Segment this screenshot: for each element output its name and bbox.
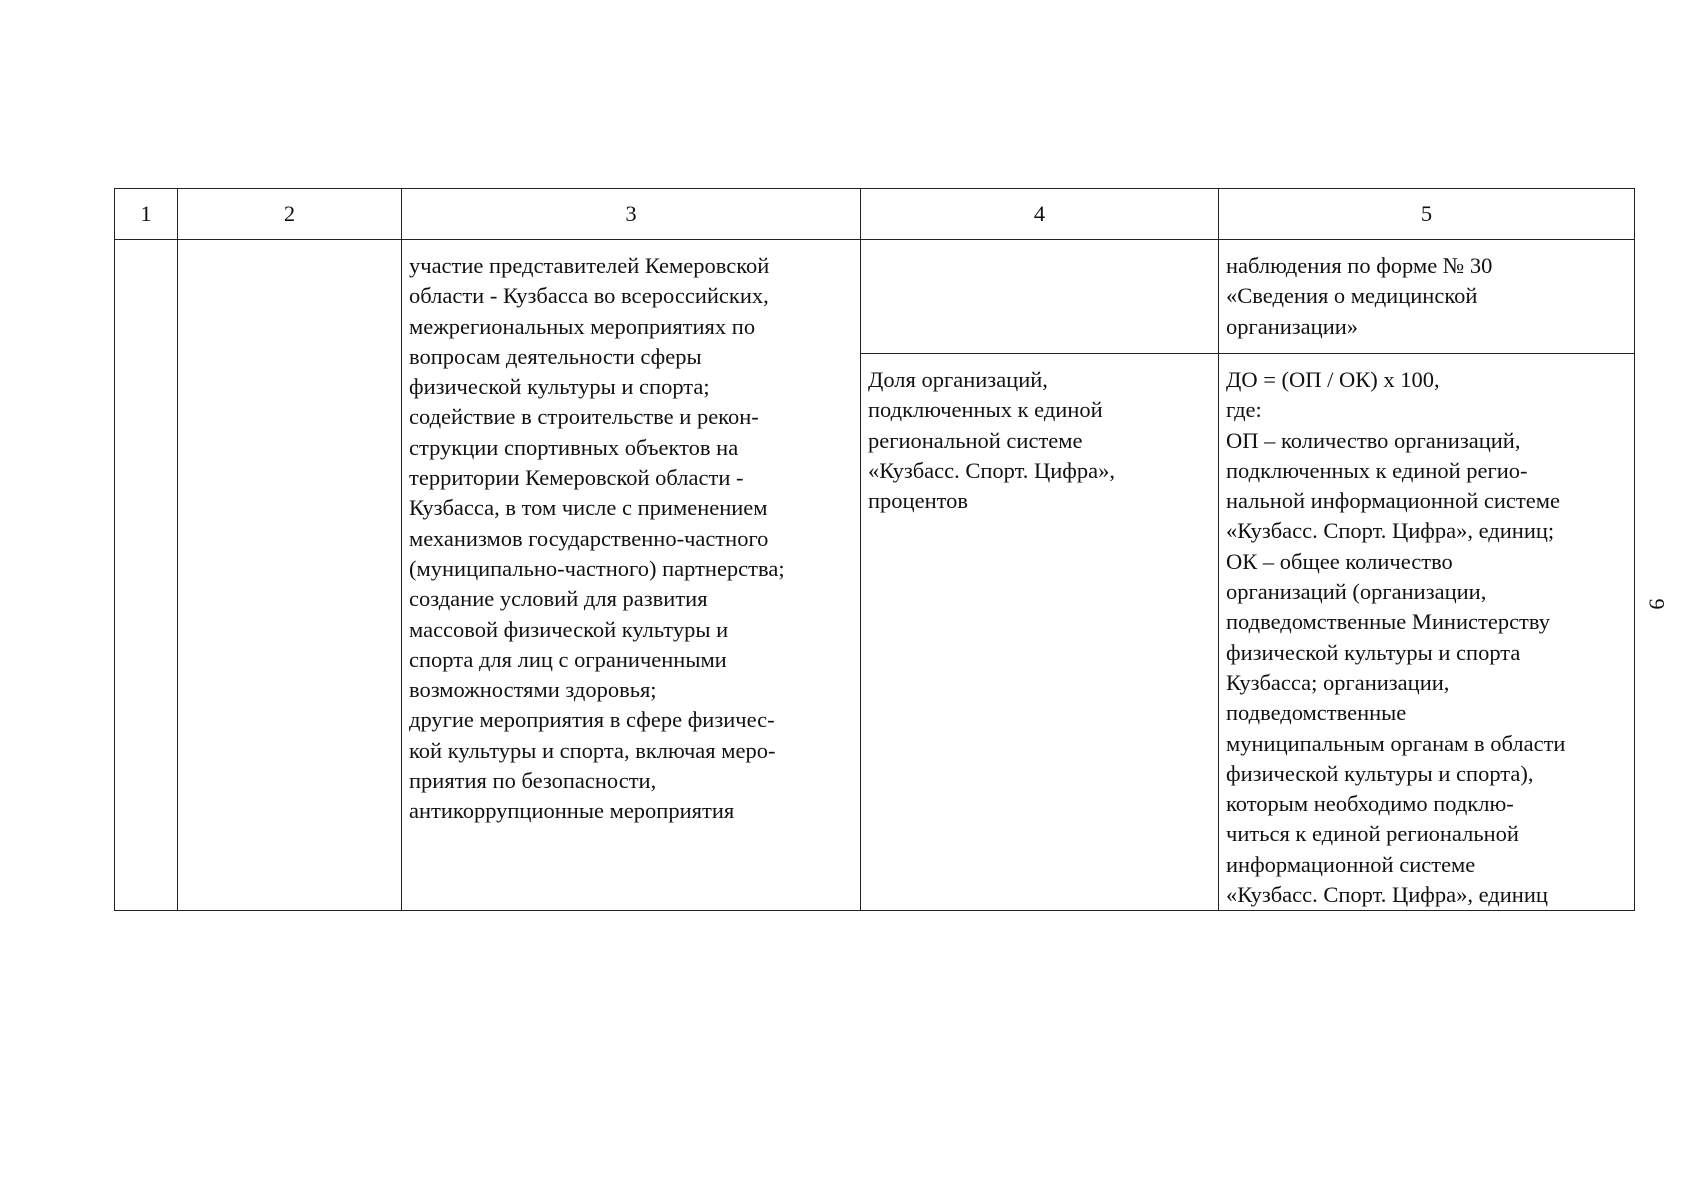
header-cell-5: 5 (1219, 189, 1635, 240)
header-cell-2: 2 (178, 189, 402, 240)
col3-cell (402, 240, 861, 911)
row2-formula-text: ДО = (ОП / ОК) х 100, где: ОП – количество организаций, подключенных к единой регио- нальной информационной системе «Кузбасс. Спорт. Цифра», единиц; ОК – общее количество организаций (организации, подведомственные Министерству физической культуры и спорта Кузбасса; организации, подведомственные муниципальным органам в области физической культуры и спорта), которым необходимо подклю- читься к единой региональной информационной системе «Кузбасс. Спорт. Цифра», единиц (1226, 367, 1566, 908)
table-header-row (115, 189, 1635, 240)
page-number: 9 (1644, 598, 1670, 610)
row2-indicator-text: Доля организаций, подключенных к единой региональной системе «Кузбасс. Спорт. Цифра», процентов (868, 367, 1115, 514)
header-cell-4: 4 (861, 189, 1219, 240)
header-cell-1: 1 (115, 189, 178, 240)
row1-col4-cell (861, 240, 1219, 354)
row1-method-text: наблюдения по форме № 30 «Сведения о медицинской организации» (1226, 253, 1493, 339)
row2-col5-cell (1219, 354, 1635, 911)
row1-indicator-text (861, 240, 1218, 251)
col1-cell (115, 240, 178, 911)
header-cell-3: 3 (402, 189, 861, 240)
activities-text: участие представителей Кемеровской области - Кузбасса во всероссийских, межрегиональных мероприятиях по вопросам деятельности сферы физической культуры и спорта; содействие в строительстве и рекон- струкции спортивных объектов на территории Кемеровской области - Кузбасса, в том числе с применением механизмов государственно-частного (муниципально-частного) партнерства; создание условий для развития массовой физической культуры и спорта для лиц с ограниченными возможностями здоровья; другие мероприятия в сфере физичес- кой культуры и спорта, включая меро- приятия по безопасности, антикоррупционные мероприятия (409, 253, 785, 824)
table-row (115, 240, 1635, 354)
row1-col5-cell (1219, 240, 1635, 354)
col2-cell (178, 240, 402, 911)
indicators-table (114, 188, 1635, 911)
row2-col4-cell (861, 354, 1219, 911)
